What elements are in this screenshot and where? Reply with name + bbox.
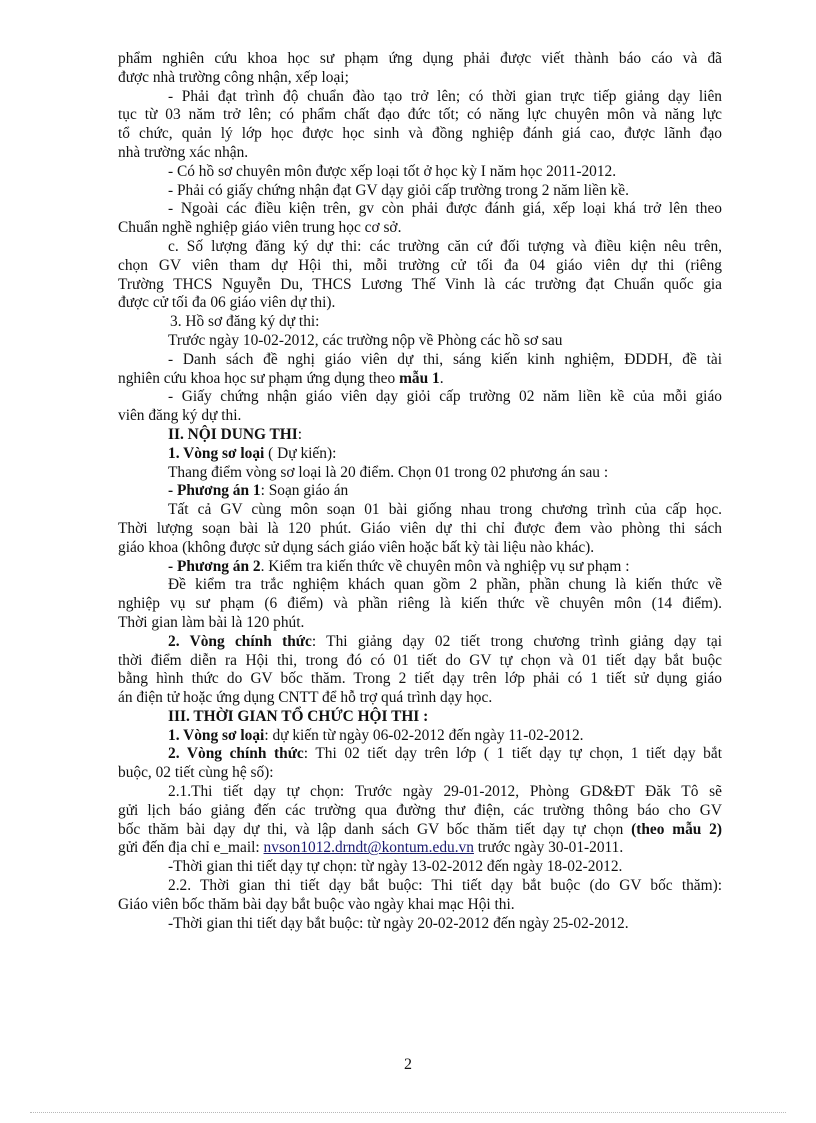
text-line: - Phương án 1: Soạn giáo án <box>168 482 349 500</box>
text-line: viên đăng ký dự thi. <box>118 407 242 425</box>
text-line: c. Số lượng đăng ký dự thi: các trường căn cứ đối tượng và điều kiện nêu trên, <box>168 237 722 255</box>
text-line: 2. Vòng chính thức: Thi giảng dạy 02 tiết trong chương trình giảng dạy tại <box>168 632 722 650</box>
text-line: 2.1.Thi tiết dạy tự chọn: Trước ngày 29-01-2012, Phòng GD&ĐT Đăk Tô sẽ <box>168 783 722 801</box>
text-line: Tất cả GV cùng môn soạn 01 bài giống nhau trong chương trình của cấp học. <box>168 501 722 519</box>
text-line: - Danh sách đề nghị giáo viên dự thi, sáng kiến kinh nghiệm, ĐDDH, đề tài <box>168 350 722 368</box>
text-line: nghiên cứu khoa học sư phạm ứng dụng theo mẫu 1. <box>118 369 444 387</box>
text-line: nhà trường xác nhận. <box>118 143 249 161</box>
text-line: chọn GV viên tham dự Hội thi, mỗi trường cử tối đa 04 giáo viên dự thi (riêng <box>118 256 722 274</box>
text-line: được cử tối đa 06 giáo viên dự thi). <box>118 294 336 312</box>
email-link[interactable]: nvson1012.drndt@kontum.edu.vn <box>263 839 474 857</box>
text-line: 1. Vòng sơ loại: dự kiến từ ngày 06-02-2012 đến ngày 11-02-2012. <box>168 726 584 744</box>
text-line: bốc thăm bài dạy dự thi, và lập danh sách GV bốc thăm tiết dạy tự chọn (theo mẫu 2) <box>118 820 722 838</box>
document-body <box>118 50 722 933</box>
text-line: được nhà trường công nhận, xếp loại; <box>118 68 349 86</box>
text-line: Thang điểm vòng sơ loại là 20 điểm. Chọn 01 trong 02 phương án sau : <box>168 463 609 481</box>
text-line: 2.2. Thời gian thi tiết dạy bắt buộc: Thi tiết dạy bắt buộc (do GV bốc thăm): <box>168 877 722 895</box>
text-line: Đề kiểm tra trắc nghiệm khách quan gồm 2 phần, phần chung là kiến thức về <box>168 576 722 594</box>
subsection-heading: 1. Vòng sơ loại ( Dự kiến): <box>168 444 337 462</box>
page-number: 2 <box>404 1056 412 1073</box>
text-line: gửi lịch báo giảng đến các trường qua đường thư điện, các trường thông báo cho GV <box>118 801 722 819</box>
text-line: phẩm nghiên cứu khoa học sư phạm ứng dụng phải được viết thành báo cáo và đã <box>118 50 722 67</box>
text-line: Thời lượng soạn bài là 120 phút. Giáo viên dự thi chỉ được đem vào phòng thi sách <box>118 519 722 537</box>
template-ref: mẫu 1 <box>399 369 440 387</box>
page-break-divider <box>30 1112 786 1113</box>
text-line: gửi đến địa chỉ e_mail: nvson1012.drndt@kontum.edu.vn trước ngày 30-01-2011. <box>118 839 624 857</box>
text-line: -Thời gian thi tiết dạy tự chọn: từ ngày 13-02-2012 đến ngày 18-02-2012. <box>168 858 623 876</box>
section-heading: III. THỜI GIAN TỔ CHỨC HỘI THI : <box>168 707 429 725</box>
text-line: nghiệp vụ sư phạm (6 điểm) và phần riêng là kiến thức về chuyên môn (14 điểm). <box>118 595 722 613</box>
text-line: tổ chức, quản lý lớp học được học sinh và đồng nghiệp đánh giá cao, được lãnh đạo <box>118 125 722 143</box>
text-line: bằng hình thức do GV bốc thăm. Trong 2 tiết dạy trên lớp phải có 1 tiết sử dụng giáo <box>118 670 722 688</box>
text-line: - Phương án 2. Kiểm tra kiến thức về chuyên môn và nghiệp vụ sư phạm : <box>168 557 630 575</box>
section-heading: II. NỘI DUNG THI: <box>168 425 302 443</box>
text-line: 2. Vòng chính thức: Thi 02 tiết dạy trên lớp ( 1 tiết dạy tự chọn, 1 tiết dạy bắt <box>168 745 722 763</box>
text-line: thời điểm diễn ra Hội thi, trong đó có 01 tiết do GV tự chọn và 01 tiết dạy bắt buộc <box>118 651 722 669</box>
text-line: tục từ 03 năm trở lên; có phẩm chất đạo đức tốt; có năng lực chuyên môn và năng lực <box>118 106 722 124</box>
text-line: -Thời gian thi tiết dạy bắt buộc: từ ngày 20-02-2012 đến ngày 25-02-2012. <box>168 914 629 932</box>
text-line: - Phải đạt trình độ chuẩn đào tạo trở lên; có thời gian trực tiếp giảng dạy liên <box>168 87 722 105</box>
text-line: Thời gian làm bài là 120 phút. <box>118 613 305 631</box>
section-heading: 3. Hồ sơ đăng ký dự thi: <box>170 313 320 331</box>
text-line: - Giấy chứng nhận giáo viên dạy giỏi cấp trường 02 năm liền kề của mỗi giáo <box>168 388 722 406</box>
text-line: giáo khoa (không được sử dụng sách giáo viên hoặc bất kỳ tài liệu nào khác). <box>118 538 595 556</box>
text-line: Trường THCS Nguyễn Du, THCS Lương Thế Vinh là các trường đạt Chuẩn quốc gia <box>118 275 722 293</box>
text-line: - Phải có giấy chứng nhận đạt GV dạy giỏi cấp trường trong 2 năm liền kề. <box>168 181 629 199</box>
text-line: Giáo viên bốc thăm bài dạy bắt buộc vào ngày khai mạc Hội thi. <box>118 895 515 913</box>
text-line: - Ngoài các điều kiện trên, gv còn phải được đánh giá, xếp loại khá trở lên theo <box>168 200 722 218</box>
text-line: Chuẩn nghề nghiệp giáo viên trung học cơ sở. <box>118 219 402 237</box>
text-line: Trước ngày 10-02-2012, các trường nộp về Phòng các hồ sơ sau <box>168 331 563 349</box>
text-line: - Có hồ sơ chuyên môn được xếp loại tốt ở học kỳ I năm học 2011-2012. <box>168 162 617 180</box>
text-line: án điện tử hoặc ứng dụng CNTT để hỗ trợ quá trình dạy học. <box>118 689 493 707</box>
text-line: buộc, 02 tiết cùng hệ số): <box>118 764 274 782</box>
